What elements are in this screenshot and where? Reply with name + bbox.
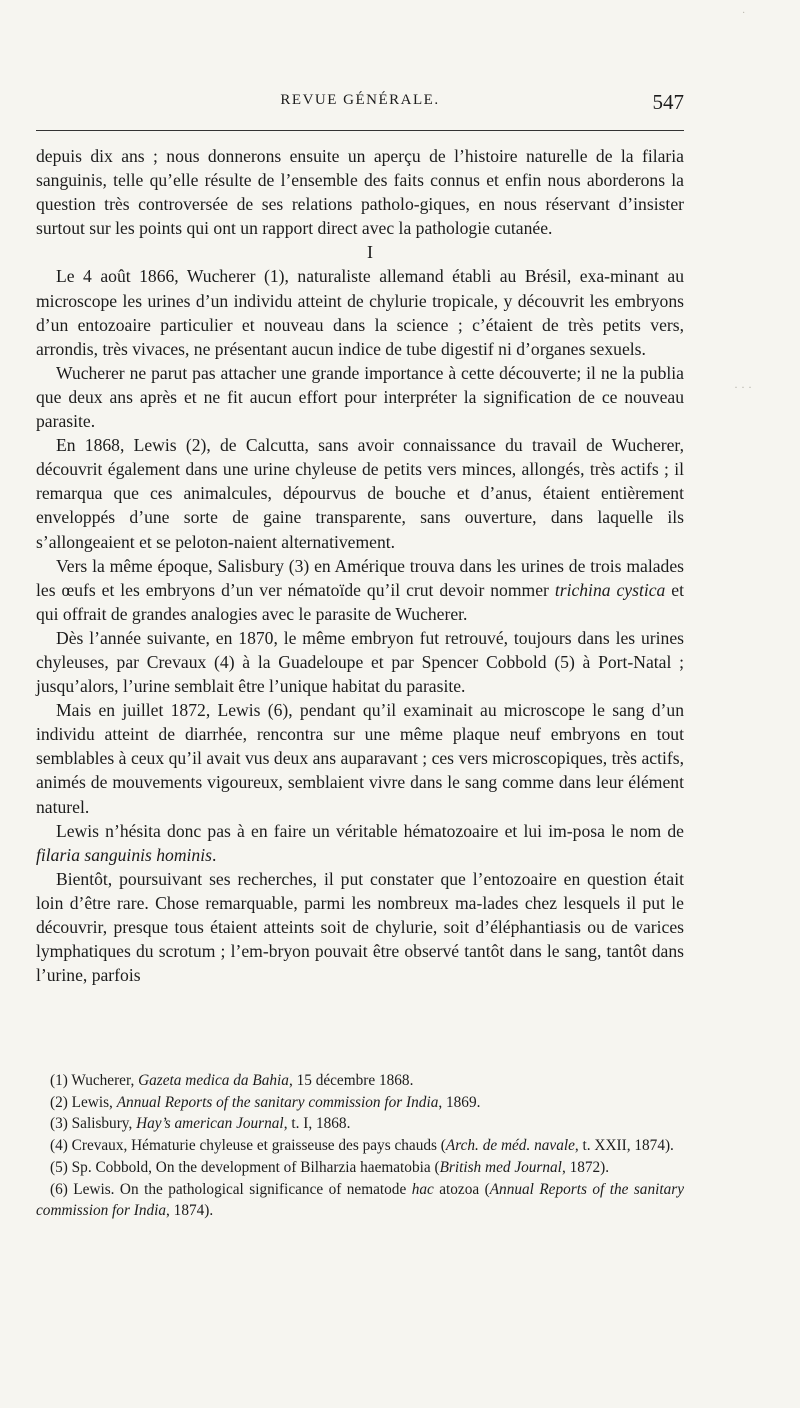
header-rule [36, 130, 684, 131]
footnote-text: (6) Lewis. On the pathological significance of nematode [50, 1180, 412, 1198]
footnote-text: , 1869. [438, 1093, 481, 1111]
footnote-source: Annual Reports of the sanitary commission for India [36, 1180, 684, 1220]
footnote [36, 1092, 684, 1114]
footnote-text: , t. I, 1868. [283, 1115, 351, 1133]
species-name: filaria sanguinis hominis [36, 844, 212, 865]
footnotes [36, 1070, 684, 1222]
section-heading: I [367, 242, 373, 263]
running-head [36, 92, 684, 118]
footnote-source: Hay’s american Journal [136, 1115, 284, 1133]
paragraph: Mais en juillet 1872, Lewis (6), pendant qu’il examinait au microscope le sang d’un individu atteint de diarrhée, rencontra sur une même plaque neuf embryons en tout semblables à ceux qu’il avait vus deux ans auparavant ; ces vers microscopiques, très actifs, animés de mouvements vigoureux, semblaient vivre dans le sang comme dans leur élément naturel. [36, 700, 684, 817]
footnote-source: Annual Reports of the sanitary commission for India [116, 1093, 439, 1111]
footnote-source: Arch. de méd. navale [445, 1137, 575, 1155]
footnote-text: (1) Wucherer, [50, 1072, 139, 1089]
body-text [36, 144, 684, 987]
footnote [36, 1113, 684, 1135]
paragraph [36, 819, 684, 867]
species-name: trichina cystica [554, 579, 666, 600]
text-run: Vers la même époque, Salisbury (3) en Amérique trouva dans les urines de trois malades les œufs et les embryons d’un ver nématoïde qu’il crut devoir nommer [36, 555, 684, 600]
text-run: et qui offrait de grandes analogies avec le parasite de Wucherer. [36, 579, 684, 624]
footnote-text: atozoa ( [433, 1180, 490, 1198]
paragraph: depuis dix ans ; nous donnerons ensuite un aperçu de l’histoire naturelle de la filaria sanguinis, telle qu’elle résulte de l’ensemble des faits connus et enfin nous aborderons la question très controversée de ses relations patholo-giques, en nous réservant d’insister surtout sur les points qui ont un rapport direct avec la pathologie cutanée. [36, 146, 684, 239]
footnote-source: hac [411, 1180, 434, 1198]
running-title: REVUE GÉNÉRALE. [280, 92, 440, 108]
footnote-text: (2) Lewis, [50, 1093, 117, 1111]
paper-speck: · · · [734, 380, 752, 394]
paragraph: En 1868, Lewis (2), de Calcutta, sans avoir connaissance du travail de Wucherer, découvrit également dans une urine chyleuse de petits vers minces, allongés, très actifs ; il remarqua que ces animalcules, dépourvus de bouche et d’anus, étaient entièrement enveloppés d’une sorte de gaine transparente, sans ouverture, dans laquelle ils s’allongeaient et se peloton-naient alternativement. [36, 435, 684, 552]
footnote [36, 1135, 684, 1157]
text-run: . [211, 844, 217, 865]
paragraph: Le 4 août 1866, Wucherer (1), naturaliste allemand établi au Brésil, exa-minant au microscope les urines d’un individu atteint de chylurie tropicale, y découvrit les embryons d’un entozoaire particulier et nouveau dans la science ; c’étaient de très petits vers, arrondis, très vivaces, ne présentant aucun indice de tube digestif ni d’organes sexuels. [36, 266, 684, 359]
footnote [36, 1157, 684, 1179]
paragraph: Dès l’année suivante, en 1870, le même embryon fut retrouvé, toujours dans les urines chyleuses, par Crevaux (4) à la Guadeloupe et par Spencer Cobbold (5) à Port-Natal ; jusqu’alors, l’urine semblait être l’unique habitat du parasite. [36, 627, 684, 697]
footnote [36, 1179, 684, 1222]
footnote-text: , 1874). [166, 1202, 214, 1220]
footnote-text: (3) Salisbury, [50, 1115, 137, 1133]
footnote-text: , t. XXII, 1874). [574, 1137, 674, 1155]
page-number: 547 [652, 90, 684, 114]
footnote [36, 1070, 684, 1092]
footnote-text: (5) Sp. Cobbold, On the development of Bilharzia haematobia ( [50, 1158, 440, 1176]
footnote-source: Gazeta medica da Bahia [138, 1072, 289, 1089]
footnote-source: British med Journal [439, 1158, 562, 1176]
text-run: Lewis n’hésita donc pas à en faire un véritable hématozoaire et lui im-posa le nom de [56, 820, 684, 841]
footnote-text: , 1872). [561, 1158, 610, 1176]
paragraph [36, 554, 684, 626]
footnote-text: (4) Crevaux, Hématurie chyleuse et graisseuse des pays chauds ( [50, 1137, 446, 1155]
paper-speck: · [742, 8, 746, 19]
footnote-text: , 15 décembre 1868. [288, 1072, 414, 1089]
paragraph: Wucherer ne parut pas attacher une grande importance à cette découverte; il ne la publia que deux ans après et ne fit aucun effort pour interpréter la signification de ce nouveau parasite. [36, 362, 684, 432]
paragraph: Bientôt, poursuivant ses recherches, il put constater que l’entozoaire en question était loin d’être rare. Chose remarquable, parmi les nombreux ma-lades chez lesquels il put le découvrir, presque tous étaient atteints soit de chylurie, soit d’éléphantiasis ou de varices lymphatiques du scrotum ; l’em-bryon pouvait être observé tantôt dans le sang, tantôt dans l’urine, parfois [36, 868, 684, 986]
